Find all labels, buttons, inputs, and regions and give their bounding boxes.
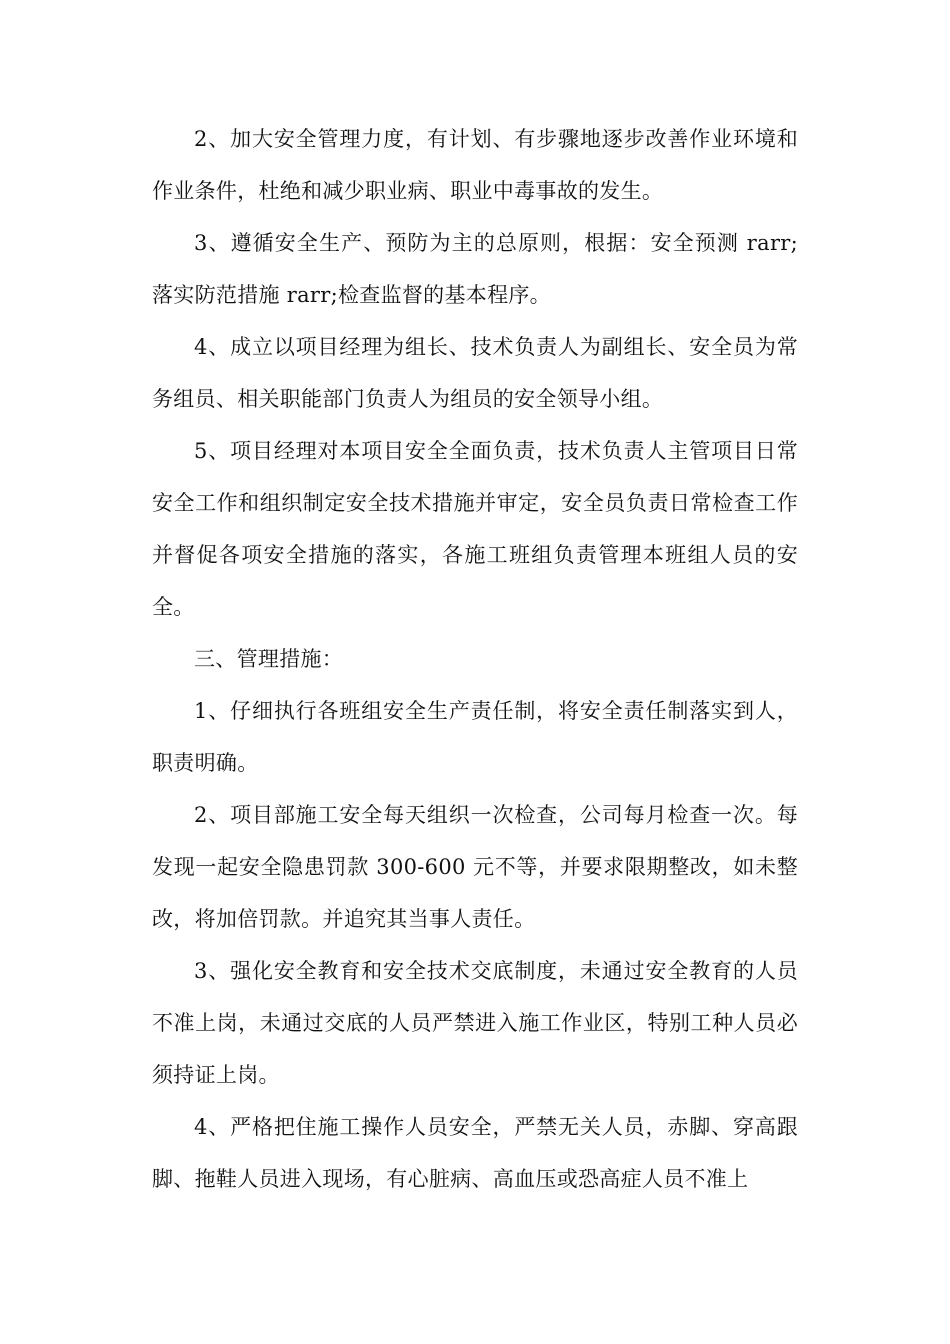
measure-item-3: 3、强化安全教育和安全技术交底制度，未通过安全教育的人员不准上岗，未通过交底的人员严禁进入施工作业区，特别工种人员必须持证上岗。: [152, 959, 798, 1087]
paragraph-item-3: 3、遵循安全生产、预防为主的总原则，根据：安全预测 rarr;落实防范措施 rarr;检查监督的基本程序。: [152, 231, 798, 307]
section-heading-management-measures: 三、管理措施：: [194, 647, 344, 671]
paragraph-item-2: 2、加大安全管理力度，有计划、有步骤地逐步改善作业环境和作业条件，杜绝和减少职业病、职业中毒事故的发生。: [152, 127, 798, 203]
measure-item-2: 2、项目部施工安全每天组织一次检查，公司每月检查一次。每发现一起安全隐患罚款 300-600 元不等，并要求限期整改，如未整改，将加倍罚款。并追究其当事人责任。: [152, 803, 798, 931]
document-body: [152, 113, 798, 1205]
measure-item-4: 4、严格把住施工操作人员安全，严禁无关人员，赤脚、穿高跟脚、拖鞋人员进入现场，有心脏病、高血压或恐高症人员不准上: [152, 1115, 798, 1191]
measure-item-1: 1、仔细执行各班组安全生产责任制，将安全责任制落实到人，职责明确。: [152, 699, 798, 775]
paragraph-item-5: 5、项目经理对本项目安全全面负责，技术负责人主管项目日常安全工作和组织制定安全技术措施并审定，安全员负责日常检查工作并督促各项安全措施的落实，各施工班组负责管理本班组人员的安全。: [152, 439, 798, 619]
paragraph-item-4: 4、成立以项目经理为组长、技术负责人为副组长、安全员为常务组员、相关职能部门负责人为组员的安全领导小组。: [152, 335, 798, 411]
